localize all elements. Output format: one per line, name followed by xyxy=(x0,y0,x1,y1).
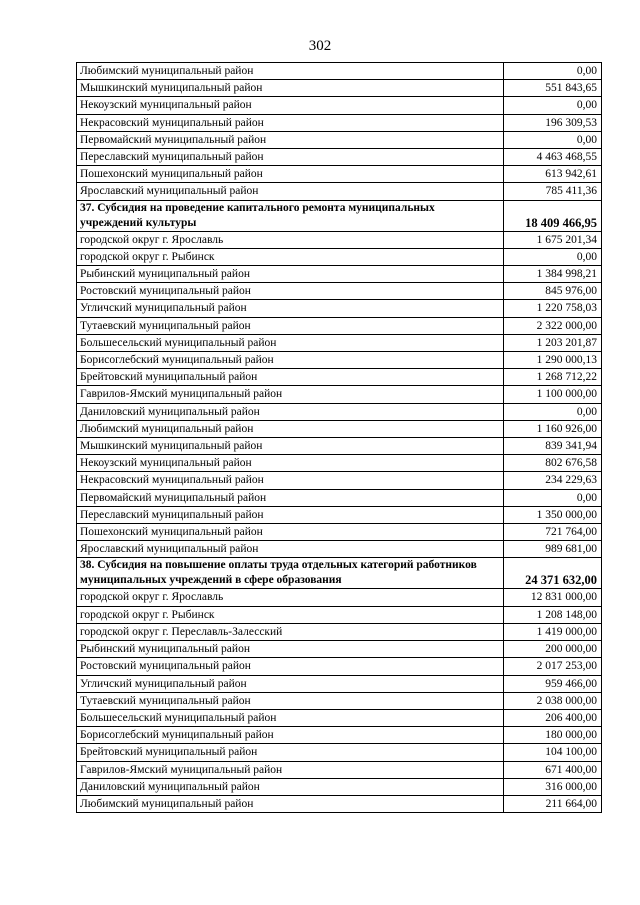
subsidy-amount: 1 419 000,00 xyxy=(504,623,602,640)
district-name: Угличский муниципальный район xyxy=(77,675,504,692)
subsidy-amount: 785 411,36 xyxy=(504,183,602,200)
subsidy-amount: 1 350 000,00 xyxy=(504,506,602,523)
table-row xyxy=(77,283,602,300)
table-row xyxy=(77,300,602,317)
subsidy-amount: 2 322 000,00 xyxy=(504,317,602,334)
subsidy-amount: 104 100,00 xyxy=(504,744,602,761)
table-row xyxy=(77,369,602,386)
subsidy-amount: 200 000,00 xyxy=(504,641,602,658)
subsidy-amount: 845 976,00 xyxy=(504,283,602,300)
table-row xyxy=(77,183,602,200)
subsidy-amount: 2 038 000,00 xyxy=(504,692,602,709)
subsidy-amount: 0,00 xyxy=(504,403,602,420)
table-row xyxy=(77,623,602,640)
subsidy-amount: 316 000,00 xyxy=(504,778,602,795)
subsidy-amount: 211 664,00 xyxy=(504,795,602,812)
table-row xyxy=(77,455,602,472)
table-row xyxy=(77,778,602,795)
subsidy-amount: 989 681,00 xyxy=(504,541,602,558)
district-name: Первомайский муниципальный район xyxy=(77,131,504,148)
district-name: Пошехонский муниципальный район xyxy=(77,166,504,183)
table-row xyxy=(77,149,602,166)
district-name: Борисоглебский муниципальный район xyxy=(77,727,504,744)
district-name: Ярославский муниципальный район xyxy=(77,541,504,558)
table-row xyxy=(77,506,602,523)
table-row xyxy=(77,352,602,369)
table-row xyxy=(77,420,602,437)
district-name: городской округ г. Рыбинск xyxy=(77,248,504,265)
subsidy-amount: 196 309,53 xyxy=(504,114,602,131)
subsidy-amount: 206 400,00 xyxy=(504,709,602,726)
subsidy-amount: 1 675 201,34 xyxy=(504,231,602,248)
table-row xyxy=(77,641,602,658)
subsidy-table-body xyxy=(77,63,602,813)
section-total: 18 409 466,95 xyxy=(504,200,602,231)
subsidy-amount: 671 400,00 xyxy=(504,761,602,778)
district-name: Некрасовский муниципальный район xyxy=(77,114,504,131)
section-total: 24 371 632,00 xyxy=(504,558,602,589)
district-name: Переславский муниципальный район xyxy=(77,149,504,166)
section-header-row xyxy=(77,558,602,589)
table-row xyxy=(77,658,602,675)
table-row xyxy=(77,675,602,692)
subsidy-amount: 1 290 000,13 xyxy=(504,352,602,369)
district-name: Рыбинский муниципальный район xyxy=(77,266,504,283)
table-row xyxy=(77,248,602,265)
table-row xyxy=(77,589,602,606)
table-row xyxy=(77,709,602,726)
table-row xyxy=(77,166,602,183)
subsidy-amount: 0,00 xyxy=(504,248,602,265)
district-name: Тутаевский муниципальный район xyxy=(77,692,504,709)
subsidy-amount: 1 208 148,00 xyxy=(504,606,602,623)
table-row xyxy=(77,80,602,97)
table-row xyxy=(77,744,602,761)
district-name: Ростовский муниципальный район xyxy=(77,658,504,675)
subsidy-amount: 1 384 998,21 xyxy=(504,266,602,283)
district-name: Даниловский муниципальный район xyxy=(77,778,504,795)
district-name: Борисоглебский муниципальный район xyxy=(77,352,504,369)
district-name: Гаврилов-Ямский муниципальный район xyxy=(77,386,504,403)
subsidy-amount: 1 100 000,00 xyxy=(504,386,602,403)
subsidy-amount: 839 341,94 xyxy=(504,438,602,455)
subsidy-amount: 180 000,00 xyxy=(504,727,602,744)
district-name: городской округ г. Рыбинск xyxy=(77,606,504,623)
table-row xyxy=(77,472,602,489)
district-name: Брейтовский муниципальный район xyxy=(77,744,504,761)
subsidy-amount: 234 229,63 xyxy=(504,472,602,489)
subsidy-amount: 0,00 xyxy=(504,131,602,148)
subsidy-amount: 0,00 xyxy=(504,97,602,114)
table-row xyxy=(77,63,602,80)
district-name: Ростовский муниципальный район xyxy=(77,283,504,300)
page-number: 302 xyxy=(308,38,332,54)
table-row xyxy=(77,438,602,455)
district-name: Некоузский муниципальный район xyxy=(77,455,504,472)
table-row xyxy=(77,541,602,558)
district-name: Мышкинский муниципальный район xyxy=(77,438,504,455)
district-name: городской округ г. Переславль-Залесский xyxy=(77,623,504,640)
subsidy-amount: 551 843,65 xyxy=(504,80,602,97)
table-row xyxy=(77,231,602,248)
table-row xyxy=(77,727,602,744)
subsidy-amount: 1 268 712,22 xyxy=(504,369,602,386)
table-row xyxy=(77,524,602,541)
district-name: Угличский муниципальный район xyxy=(77,300,504,317)
district-name: Даниловский муниципальный район xyxy=(77,403,504,420)
district-name: Любимский муниципальный район xyxy=(77,795,504,812)
table-row xyxy=(77,692,602,709)
subsidy-table xyxy=(76,62,602,813)
district-name: Первомайский муниципальный район xyxy=(77,489,504,506)
subsidy-amount: 802 676,58 xyxy=(504,455,602,472)
district-name: Брейтовский муниципальный район xyxy=(77,369,504,386)
table-row xyxy=(77,131,602,148)
subsidy-amount: 2 017 253,00 xyxy=(504,658,602,675)
district-name: Мышкинский муниципальный район xyxy=(77,80,504,97)
subsidy-amount: 613 942,61 xyxy=(504,166,602,183)
table-row xyxy=(77,489,602,506)
district-name: Гаврилов-Ямский муниципальный район xyxy=(77,761,504,778)
table-row xyxy=(77,97,602,114)
section-title: 38. Субсидия на повышение оплаты труда отдельных категорий работников муниципальных учреждений в сфере образования xyxy=(77,558,504,589)
district-name: Любимский муниципальный район xyxy=(77,63,504,80)
subsidy-amount: 1 160 926,00 xyxy=(504,420,602,437)
table-row xyxy=(77,386,602,403)
district-name: Переславский муниципальный район xyxy=(77,506,504,523)
table-row xyxy=(77,606,602,623)
subsidy-amount: 0,00 xyxy=(504,63,602,80)
subsidy-amount: 959 466,00 xyxy=(504,675,602,692)
district-name: Ярославский муниципальный район xyxy=(77,183,504,200)
table-row xyxy=(77,266,602,283)
district-name: Пошехонский муниципальный район xyxy=(77,524,504,541)
district-name: городской округ г. Ярославль xyxy=(77,231,504,248)
section-header-row xyxy=(77,200,602,231)
table-row xyxy=(77,334,602,351)
table-row xyxy=(77,761,602,778)
subsidy-amount: 12 831 000,00 xyxy=(504,589,602,606)
district-name: Рыбинский муниципальный район xyxy=(77,641,504,658)
district-name: городской округ г. Ярославль xyxy=(77,589,504,606)
district-name: Большесельский муниципальный район xyxy=(77,334,504,351)
district-name: Некрасовский муниципальный район xyxy=(77,472,504,489)
table-row xyxy=(77,114,602,131)
district-name: Любимский муниципальный район xyxy=(77,420,504,437)
section-title: 37. Субсидия на проведение капитального ремонта муниципальных учреждений культуры xyxy=(77,200,504,231)
subsidy-amount: 721 764,00 xyxy=(504,524,602,541)
table-row xyxy=(77,317,602,334)
table-row xyxy=(77,795,602,812)
table-row xyxy=(77,403,602,420)
district-name: Большесельский муниципальный район xyxy=(77,709,504,726)
subsidy-amount: 1 220 758,03 xyxy=(504,300,602,317)
subsidy-amount: 1 203 201,87 xyxy=(504,334,602,351)
subsidy-amount: 0,00 xyxy=(504,489,602,506)
district-name: Некоузский муниципальный район xyxy=(77,97,504,114)
district-name: Тутаевский муниципальный район xyxy=(77,317,504,334)
subsidy-amount: 4 463 468,55 xyxy=(504,149,602,166)
